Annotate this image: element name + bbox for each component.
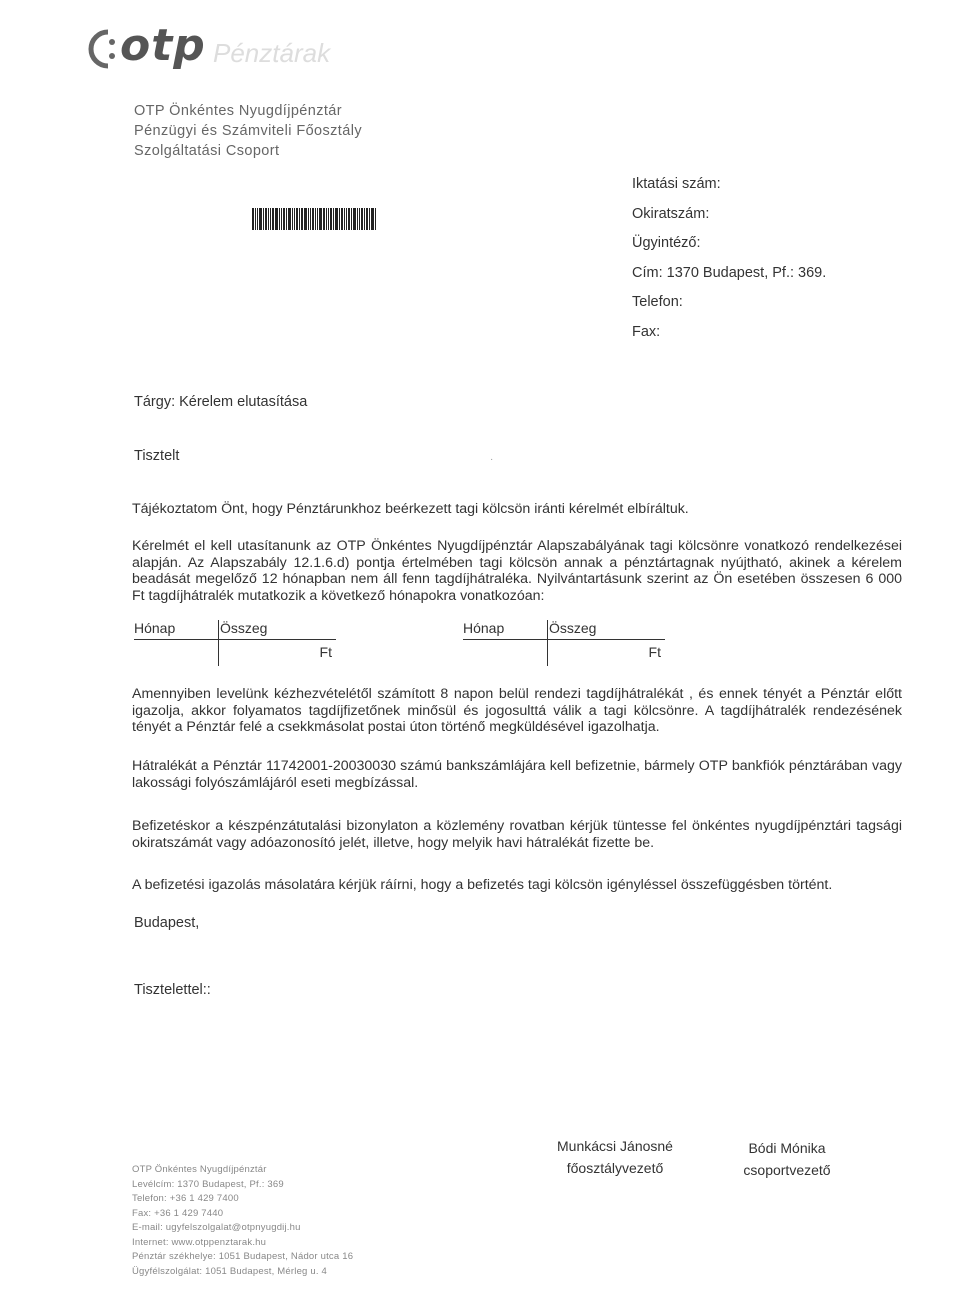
footer-line: Levélcím: 1370 Budapest, Pf.: 369 <box>132 1178 284 1190</box>
barcode-bar <box>279 208 280 230</box>
table-amount-unit: Ft <box>319 644 332 660</box>
barcode-bar <box>296 208 298 230</box>
table-header-amount: Összeg <box>549 620 597 636</box>
barcode-bar <box>361 208 363 230</box>
barcode-bar <box>348 208 350 230</box>
barcode-bar <box>308 208 309 230</box>
table-rule <box>463 639 665 640</box>
barcode-bar <box>366 208 368 230</box>
barcode-bar <box>275 208 278 230</box>
barcode-bar <box>268 208 269 230</box>
barcode-bar <box>310 208 311 230</box>
reference-block <box>632 170 826 347</box>
arrears-table-right <box>463 620 665 668</box>
barcode-bar <box>328 208 329 230</box>
paragraph-payment: Hátralékát a Pénztár 11742001-20030030 számú bankszámlájára kell befizetnie, bármely OTP bankfiók pénztárában vagy lakossági folyószámlájáról eseti megbízással. <box>132 758 902 791</box>
barcode-bar <box>304 208 307 230</box>
barcode-bar <box>344 208 345 230</box>
sender-line: Pénzügyi és Számviteli Főosztály <box>134 123 362 139</box>
barcode-bar <box>312 208 314 230</box>
stray-mark: · <box>490 454 494 465</box>
arrears-table-left <box>134 620 336 668</box>
table-rule <box>134 639 336 640</box>
meta-address: Cím: 1370 Budapest, Pf.: 369. <box>632 264 827 281</box>
barcode-bar <box>364 208 365 230</box>
barcode-bar <box>281 208 282 230</box>
barcode-bar <box>292 208 293 230</box>
meta-document-number: Okiratszám: <box>632 205 710 222</box>
sender-line: OTP Önkéntes Nyugdíjpénztár <box>134 103 342 119</box>
meta-administrator: Ügyintéző: <box>632 235 701 251</box>
footer-line: Ügyfélszolgálat: 1051 Budapest, Mérleg u. 4 <box>132 1265 328 1277</box>
otp-logo-text: otp <box>120 20 206 71</box>
table-divider <box>547 620 548 666</box>
footer-line: Telefon: +36 1 429 7400 <box>132 1193 239 1204</box>
barcode-bar <box>371 208 374 230</box>
signature-group-leader <box>722 1140 852 1178</box>
barcode-bar <box>265 208 267 230</box>
signature-name: Bódi Mónika <box>748 1140 826 1156</box>
barcode-bar <box>272 208 274 230</box>
barcode-bar <box>369 208 370 230</box>
paragraph-deadline: Amennyiben levelünk kézhezvételétől számított 8 napon belül rendezi tagdíjhátralékát , és ennek tényét a Pénztár előtt igazolja, akkor folyamatos tagdíjfizetőnek minősül és jogosulttá válik a tagi kölcsönre. A tagdíjhátralék rendezésének tényét a Pénztár felé a csekkmásolat postai úton történő megküldésével igazolhatja. <box>132 686 902 735</box>
barcode-bar <box>353 208 356 230</box>
otp-logo-suffix: Pénztárak <box>213 38 331 68</box>
salutation: Tisztelt <box>134 448 180 464</box>
barcode-bar <box>286 208 287 230</box>
table-amount-unit: Ft <box>648 644 661 660</box>
barcode-bar <box>259 208 262 230</box>
barcode-bar <box>330 208 332 230</box>
barcode-bar <box>315 208 316 230</box>
footer-line: Fax: +36 1 429 7440 <box>132 1207 224 1219</box>
barcode-bar <box>283 208 285 230</box>
table-divider <box>218 620 219 666</box>
barcode-bar <box>270 208 271 230</box>
subject-line: Tárgy: Kérelem elutasítása <box>134 394 308 410</box>
barcode-bar <box>375 208 376 230</box>
footer-contact <box>132 1163 353 1279</box>
footer-line: OTP Önkéntes Nyugdíjpénztár <box>132 1164 267 1175</box>
meta-filing-number: Iktatási szám: <box>632 176 721 192</box>
barcode-bar <box>346 208 347 230</box>
footer-line: Internet: www.otppenztarak.hu <box>132 1236 267 1248</box>
barcode-bar <box>339 208 340 230</box>
meta-fax: Fax: <box>632 323 661 340</box>
barcode <box>252 208 414 230</box>
barcode-bar <box>255 208 256 230</box>
barcode-bar <box>288 208 291 230</box>
otp-logo-icon <box>78 24 122 74</box>
sender-block <box>134 101 362 161</box>
meta-phone: Telefon: <box>632 294 683 310</box>
barcode-bar <box>299 208 300 230</box>
sender-line: Szolgáltatási Csoport <box>134 143 280 159</box>
barcode-bar <box>335 208 338 230</box>
table-header-amount: Összeg <box>220 620 268 636</box>
barcode-bar <box>319 208 322 230</box>
footer-line: E-mail: ugyfelszolgalat@otpnyugdij.hu <box>132 1222 301 1233</box>
barcode-bar <box>257 208 258 230</box>
paragraph-reference: Befizetéskor a készpénzátutalási bizonylaton a közlemény rovatban kérjük tüntesse fel önkéntes nyugdíjpénztári tagsági okiratszámát vagy adóazonosító jelét, illetve, hogy melyik havi hátralékát fizette be. <box>132 818 902 851</box>
table-header-month: Hónap <box>463 620 505 636</box>
barcode-bar <box>294 208 295 230</box>
paragraph-rejection: Kérelmét el kell utasítanunk az OTP Önkéntes Nyugdíjpénztár Alapszabályának tagi kölcsönre vonatkozó rendelkezései alapján. Az Alapszabály 12.1.6.d) pontja értelmében tagi kölcsön annak a pénztártagnak nyújtható, akinek a kérelem beadását megelőző 12 hónapban nem áll fenn tagdíjhátraléka. Nyilvántartásunk szerint az Ön esetében összesen 6 000 Ft tagdíjhátralék mutatkozik a következő hónapokra vonatkozóan: <box>132 538 902 604</box>
signature-title: csoportvezető <box>743 1162 831 1178</box>
barcode-bar <box>252 208 254 230</box>
barcode-bar <box>323 208 325 230</box>
barcode-bar <box>317 208 318 230</box>
closing: Tisztelettel:: <box>134 982 211 998</box>
table-header-month: Hónap <box>134 620 176 636</box>
paragraph-intro: Tájékoztatom Önt, hogy Pénztárunkhoz beérkezett tagi kölcsön iránti kérelmét elbíráltuk. <box>132 501 689 517</box>
barcode-bar <box>359 208 360 230</box>
paragraph-proof: A befizetési igazolás másolatára kérjük ráírni, hogy a befizetés tagi kölcsön igényléssel összefüggésben történt. <box>132 877 833 893</box>
barcode-bar <box>357 208 358 230</box>
otp-logo <box>78 22 368 82</box>
barcode-bar <box>333 208 334 230</box>
signature-director <box>540 1138 690 1176</box>
barcode-bar <box>341 208 343 230</box>
barcode-bar <box>351 208 352 230</box>
place: Budapest, <box>134 915 200 931</box>
barcode-bar <box>326 208 327 230</box>
footer-line: Pénztár székhelye: 1051 Budapest, Nádor utca 16 <box>132 1251 354 1262</box>
barcode-bar <box>263 208 264 230</box>
signature-name: Munkácsi Jánosné <box>557 1138 673 1154</box>
signature-title: főosztályvezető <box>566 1160 664 1176</box>
barcode-bar <box>301 208 303 230</box>
